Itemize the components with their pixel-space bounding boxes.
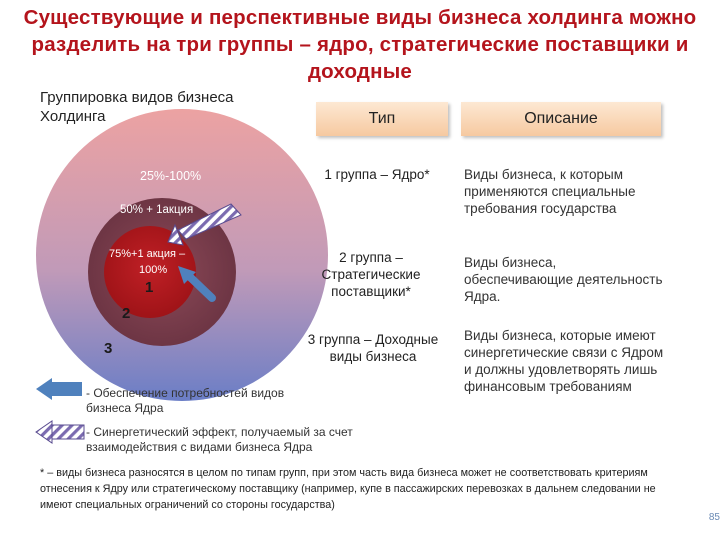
group-3-description: Виды бизнеса, которые имеют синергетические связи с Ядром и должны удовлетворять лишь финансовым требованиям bbox=[464, 328, 664, 394]
inner-range-label-line1: 75%+1 акция – bbox=[109, 248, 186, 260]
group-3-type: 3 группа – Доходные виды бизнеса bbox=[307, 332, 439, 364]
legend-blue-arrow-text: - Обеспечение потребностей видов бизнеса Ядра bbox=[86, 386, 285, 415]
middle-range-label: 50% + 1акция bbox=[120, 204, 194, 216]
slide-title: Существующие и перспективные виды бизнеса холдинга можно разделить на три группы – ядро, стратегические поставщики и доходные bbox=[23, 6, 697, 83]
group-1-description: Виды бизнеса, к которым применяются специальные требования государства bbox=[464, 167, 636, 216]
legend-striped-arrow bbox=[36, 421, 84, 443]
group-2-type: 2 группа – Стратегические поставщики* bbox=[321, 250, 421, 299]
type-column-header: Тип bbox=[316, 102, 448, 136]
group-2-description: Виды бизнеса, обеспечивающие деятельность Ядра. bbox=[464, 255, 663, 304]
inner-range-label-line2: 100% bbox=[139, 264, 168, 276]
outer-range-label: 25%-100% bbox=[140, 169, 202, 183]
grouping-label: Группировка видов бизнеса Холдинга bbox=[40, 89, 234, 125]
description-column-header: Описание bbox=[461, 102, 661, 136]
page-number: 85 bbox=[708, 512, 720, 523]
middle-circle-number: 2 bbox=[122, 305, 131, 322]
legend-striped-arrow-text: - Синергетический эффект, получаемый за счет взаимодействия с видами бизнеса Ядра bbox=[86, 425, 353, 454]
legend-blue-arrow bbox=[36, 378, 82, 400]
group-1-type: 1 группа – Ядро* bbox=[324, 167, 430, 182]
inner-circle-number: 1 bbox=[145, 279, 154, 296]
footnote: * – виды бизнеса разносятся в целом по типам групп, при этом часть вида бизнеса может не соответствовать критериям отнесения к Ядру или стратегическому поставщику (например, купе в пассажирских перевозках в дальнем следовании не имеют специальных ограничений со стороны государства) bbox=[40, 467, 656, 511]
outer-circle-number: 3 bbox=[104, 340, 113, 357]
